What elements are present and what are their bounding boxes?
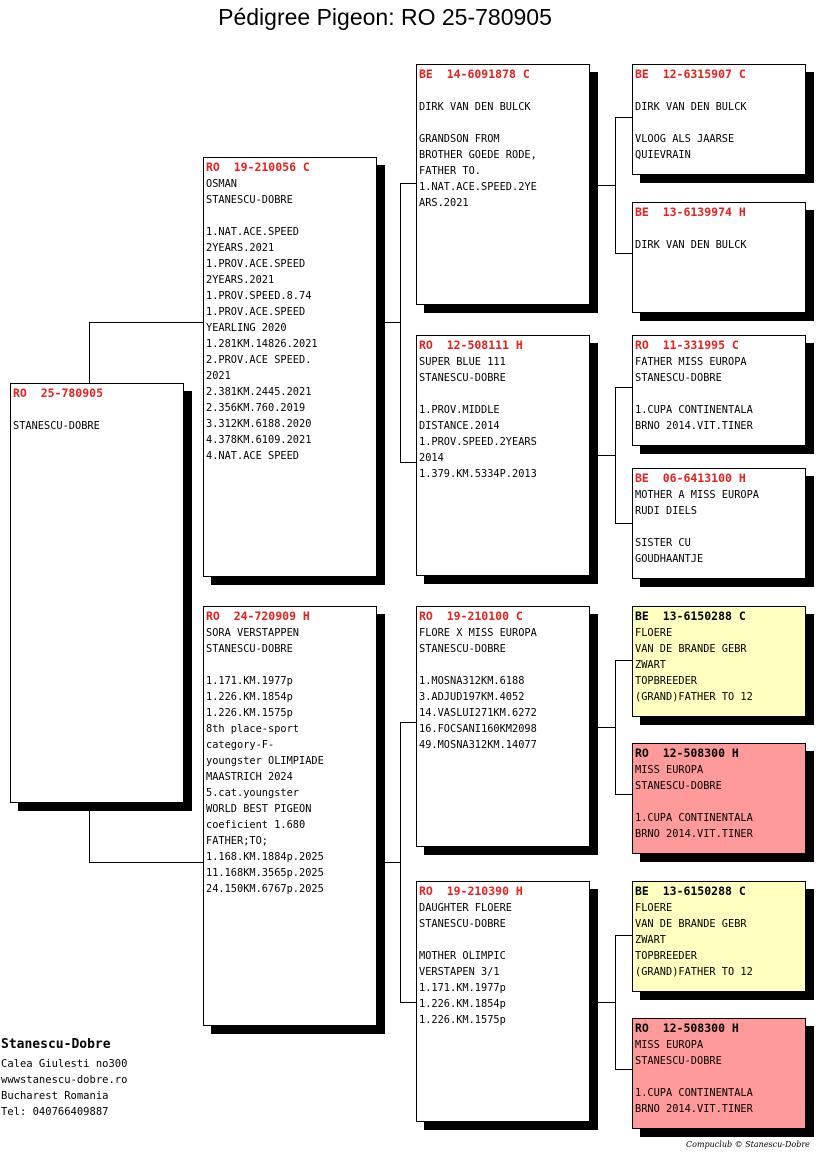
detail-line (635, 386, 802, 402)
detail-line: 14.VASLUI271KM.6272 (419, 707, 537, 719)
pigeon-card-dam-dam[interactable] (416, 881, 590, 1122)
detail-line: STANESCU-DOBRE (206, 194, 293, 206)
breeder-phone: Tel: 040766409887 (1, 1106, 109, 1118)
detail-line: MISS EUROPA (635, 1039, 704, 1051)
detail-line: DAUGHTER FLOERE (419, 902, 512, 914)
detail-line: 1.226.KM.1575p (206, 707, 293, 719)
connector-line (383, 862, 401, 863)
pigeon-details (635, 354, 802, 434)
detail-line: VLOOG ALS JAARSE (635, 133, 735, 145)
detail-line: RUDI DIELS (635, 505, 697, 517)
detail-line (635, 1069, 802, 1085)
detail-line: TOPBREEDER (635, 950, 697, 962)
detail-line: (GRAND)FATHER TO 12 (635, 966, 753, 978)
detail-line: 1.168.KM.1884p.2025 (206, 851, 324, 863)
pigeon-details (635, 1037, 802, 1117)
ring-number: RO 19-210100 C (419, 609, 523, 623)
detail-line: 1.PROV.ACE.SPEED (206, 258, 306, 270)
detail-line: FATHER MISS EUROPA (635, 356, 747, 368)
detail-line: DIRK VAN DEN BULCK (635, 239, 747, 251)
detail-line (635, 221, 802, 237)
detail-line: FATHER TO. (419, 165, 481, 177)
pigeon-card-subject[interactable] (10, 383, 184, 803)
detail-line: 1.CUPA CONTINENTALA (635, 812, 753, 824)
pigeon-details (635, 221, 802, 253)
detail-line: 2YEARS.2021 (206, 242, 275, 254)
pigeon-details (13, 402, 180, 434)
pigeon-details (419, 900, 586, 1028)
pigeon-card-sire-sire[interactable] (416, 64, 590, 305)
pigeon-card-sire-dam-sire[interactable] (632, 335, 806, 446)
detail-line: MISS EUROPA (635, 764, 704, 776)
connector-line (615, 117, 616, 254)
detail-line: 11.168KM.3565p.2025 (206, 867, 324, 879)
pigeon-details (635, 625, 802, 705)
detail-line: YEARLING 2020 (206, 322, 287, 334)
breeder-city: Bucharest Romania (1, 1090, 109, 1102)
connector-line (615, 935, 632, 936)
detail-line: 2014 (419, 452, 444, 464)
detail-line: 1.281KM.14826.2021 (206, 338, 318, 350)
detail-line: BRNO 2014.VIT.TINER (635, 1103, 753, 1115)
detail-line: TOPBREEDER (635, 675, 697, 687)
detail-line: MAASTRICH 2024 (206, 771, 293, 783)
detail-line: 1.PROV.ACE.SPEED (206, 306, 306, 318)
connector-line (400, 183, 417, 184)
detail-line: STANESCU-DOBRE (13, 420, 100, 432)
breeder-name: Stanescu-Dobre (1, 1037, 111, 1052)
connector-line (597, 185, 615, 186)
detail-line: FLORE X MISS EUROPA (419, 627, 537, 639)
detail-line: VAN DE BRANDE GEBR (635, 643, 747, 655)
ring-number: BE 14-6091878 C (419, 67, 530, 81)
detail-line: 2.356KM.760.2019 (206, 402, 306, 414)
detail-line: ZWART (635, 934, 666, 946)
pigeon-details (206, 176, 373, 464)
detail-line: 1.171.KM.1977p (206, 675, 293, 687)
detail-line: 1.NAT.ACE.SPEED (206, 226, 299, 238)
detail-line: category-F- (206, 739, 275, 751)
detail-line: BROTHER GOEDE RODE, (419, 149, 537, 161)
detail-line: BRNO 2014.VIT.TINER (635, 828, 753, 840)
detail-line (419, 932, 586, 948)
connector-line (89, 802, 90, 863)
pigeon-card-dam-sire-sire[interactable] (632, 606, 806, 717)
detail-line: 1.CUPA CONTINENTALA (635, 1087, 753, 1099)
detail-line: 4.NAT.ACE SPEED (206, 450, 299, 462)
pigeon-details (419, 625, 586, 753)
detail-line: 1.CUPA CONTINENTALA (635, 404, 753, 416)
ring-number: RO 12-508111 H (419, 338, 523, 352)
detail-line: 1.MOSNA312KM.6188 (419, 675, 525, 687)
detail-line: STANESCU-DOBRE (419, 918, 506, 930)
ring-number: BE 06-6413100 H (635, 471, 746, 485)
detail-line: 3.312KM.6188.2020 (206, 418, 312, 430)
detail-line: STANESCU-DOBRE (635, 780, 722, 792)
detail-line: VERSTAPEN 3/1 (419, 966, 500, 978)
pigeon-details (419, 83, 586, 211)
detail-line (635, 115, 802, 131)
detail-line: 3.ADJUD197KM.4052 (419, 691, 525, 703)
connector-line (89, 322, 90, 384)
detail-line: 1.PROV.SPEED.2YEARS (419, 436, 537, 448)
detail-line: 1.NAT.ACE.SPEED.2YE (419, 181, 537, 193)
breeder-website[interactable]: wwwstanescu-dobre.ro (1, 1074, 128, 1086)
detail-line (419, 115, 586, 131)
detail-line (635, 519, 802, 535)
pigeon-card-sire-sire-dam[interactable] (632, 202, 806, 313)
detail-line: 1.379.KM.5334P.2013 (419, 468, 537, 480)
pigeon-card-sire[interactable] (203, 157, 377, 577)
detail-line: 2021 (206, 370, 231, 382)
detail-line: DISTANCE.2014 (419, 420, 500, 432)
ring-number: RO 25-780905 (13, 386, 104, 400)
detail-line: DIRK VAN DEN BULCK (419, 101, 531, 113)
detail-line: 5.cat.youngster (206, 787, 299, 799)
connector-line (383, 322, 401, 323)
detail-line (206, 208, 373, 224)
detail-line: OSMAN (206, 178, 237, 190)
detail-line: 16.FOCSANI160KM2098 (419, 723, 537, 735)
detail-line: VAN DE BRANDE GEBR (635, 918, 747, 930)
ring-number: RO 19-210390 H (419, 884, 523, 898)
detail-line: GOUDHAANTJE (635, 553, 704, 565)
connector-line (615, 794, 632, 795)
detail-line: coeficient 1.680 (206, 819, 306, 831)
connector-line (400, 722, 401, 1003)
detail-line (635, 83, 802, 99)
detail-line: 1.PROV.SPEED.8.74 (206, 290, 312, 302)
connector-line (400, 183, 401, 463)
connector-line (615, 387, 616, 524)
pigeon-card-sire-dam[interactable] (416, 335, 590, 576)
ring-number: BE 13-6139974 H (635, 205, 746, 219)
connector-line (400, 722, 417, 723)
detail-line: SISTER CU (635, 537, 691, 549)
detail-line: youngster OLIMPIADE (206, 755, 324, 767)
detail-line (419, 657, 586, 673)
detail-line (13, 402, 180, 418)
detail-line (419, 83, 586, 99)
detail-line (419, 386, 586, 402)
connector-line (597, 455, 615, 456)
detail-line: MOTHER OLIMPIC (419, 950, 506, 962)
connector-line (615, 387, 632, 388)
detail-line: FLOERE (635, 902, 673, 914)
detail-line: 1.226.KM.1854p (206, 691, 293, 703)
connector-line (400, 1002, 417, 1003)
detail-line: 49.MOSNA312KM.14077 (419, 739, 537, 751)
detail-line: MOTHER A MISS EUROPA (635, 489, 759, 501)
detail-line: 2.381KM.2445.2021 (206, 386, 312, 398)
detail-line: STANESCU-DOBRE (419, 372, 506, 384)
detail-line: DIRK VAN DEN BULCK (635, 101, 747, 113)
pigeon-details (635, 487, 802, 567)
connector-line (615, 253, 632, 254)
ring-number: BE 12-6315907 C (635, 67, 746, 81)
pigeon-details (635, 900, 802, 980)
detail-line: 2.PROV.ACE SPEED. (206, 354, 312, 366)
ring-number: BE 13-6150288 C (635, 609, 746, 623)
detail-line: STANESCU-DOBRE (206, 643, 293, 655)
connector-line (615, 523, 632, 524)
pigeon-details (419, 354, 586, 482)
breeder-address: Calea Giulesti no300 (1, 1058, 128, 1070)
pigeon-details (206, 625, 373, 897)
detail-line: 1.171.KM.1977p (419, 982, 506, 994)
pigeon-card-dam-sire-dam[interactable] (632, 743, 806, 854)
connector-line (615, 117, 632, 118)
page-title: Pédigree Pigeon: RO 25-780905 (218, 4, 552, 30)
detail-line (635, 794, 802, 810)
connector-line (615, 660, 616, 795)
detail-line: 24.150KM.6767p.2025 (206, 883, 324, 895)
pigeon-card-dam[interactable] (203, 606, 377, 1026)
detail-line: GRANDSON FROM (419, 133, 500, 145)
connector-line (615, 1069, 632, 1070)
ring-number: RO 12-508300 H (635, 746, 739, 760)
detail-line: ZWART (635, 659, 666, 671)
detail-line: 4.378KM.6109.2021 (206, 434, 312, 446)
connector-line (89, 862, 204, 863)
detail-line: (GRAND)FATHER TO 12 (635, 691, 753, 703)
pigeon-card-dam-dam-dam[interactable] (632, 1018, 806, 1129)
detail-line: 1.226.KM.1854p (419, 998, 506, 1010)
breeder-info (1, 1034, 127, 1120)
detail-line: SORA VERSTAPPEN (206, 627, 299, 639)
detail-line: QUIEVRAIN (635, 149, 691, 161)
detail-line: FLOERE (635, 627, 673, 639)
connector-line (615, 935, 616, 1070)
detail-line: STANESCU-DOBRE (419, 643, 506, 655)
detail-line: STANESCU-DOBRE (635, 372, 722, 384)
pigeon-card-sire-dam-dam[interactable] (632, 468, 806, 579)
pigeon-details (635, 83, 802, 163)
detail-line: 1.226.KM.1575p (419, 1014, 506, 1026)
detail-line: ARS.2021 (419, 197, 469, 209)
connector-line (89, 322, 204, 323)
pigeon-details (635, 762, 802, 842)
pigeon-card-dam-dam-sire[interactable] (632, 881, 806, 992)
detail-line: FATHER;TO; (206, 835, 268, 847)
detail-line: 2YEARS.2021 (206, 274, 275, 286)
detail-line: 8th place-sport (206, 723, 299, 735)
pigeon-card-dam-sire[interactable] (416, 606, 590, 847)
detail-line: STANESCU-DOBRE (635, 1055, 722, 1067)
software-credit: Compuclub © Stanescu-Dobre (686, 1140, 810, 1149)
detail-line (206, 657, 373, 673)
connector-line (597, 1002, 615, 1003)
connector-line (400, 462, 417, 463)
detail-line: 1.PROV.MIDDLE (419, 404, 500, 416)
ring-number: BE 13-6150288 C (635, 884, 746, 898)
detail-line: WORLD BEST PIGEON (206, 803, 312, 815)
connector-line (597, 727, 615, 728)
ring-number: RO 11-331995 C (635, 338, 739, 352)
ring-number: RO 12-508300 H (635, 1021, 739, 1035)
ring-number: RO 24-720909 H (206, 609, 310, 623)
ring-number: RO 19-210056 C (206, 160, 310, 174)
detail-line: SUPER BLUE 111 (419, 356, 506, 368)
connector-line (615, 660, 632, 661)
pigeon-card-sire-sire-sire[interactable] (632, 64, 806, 175)
detail-line: BRNO 2014.VIT.TINER (635, 420, 753, 432)
